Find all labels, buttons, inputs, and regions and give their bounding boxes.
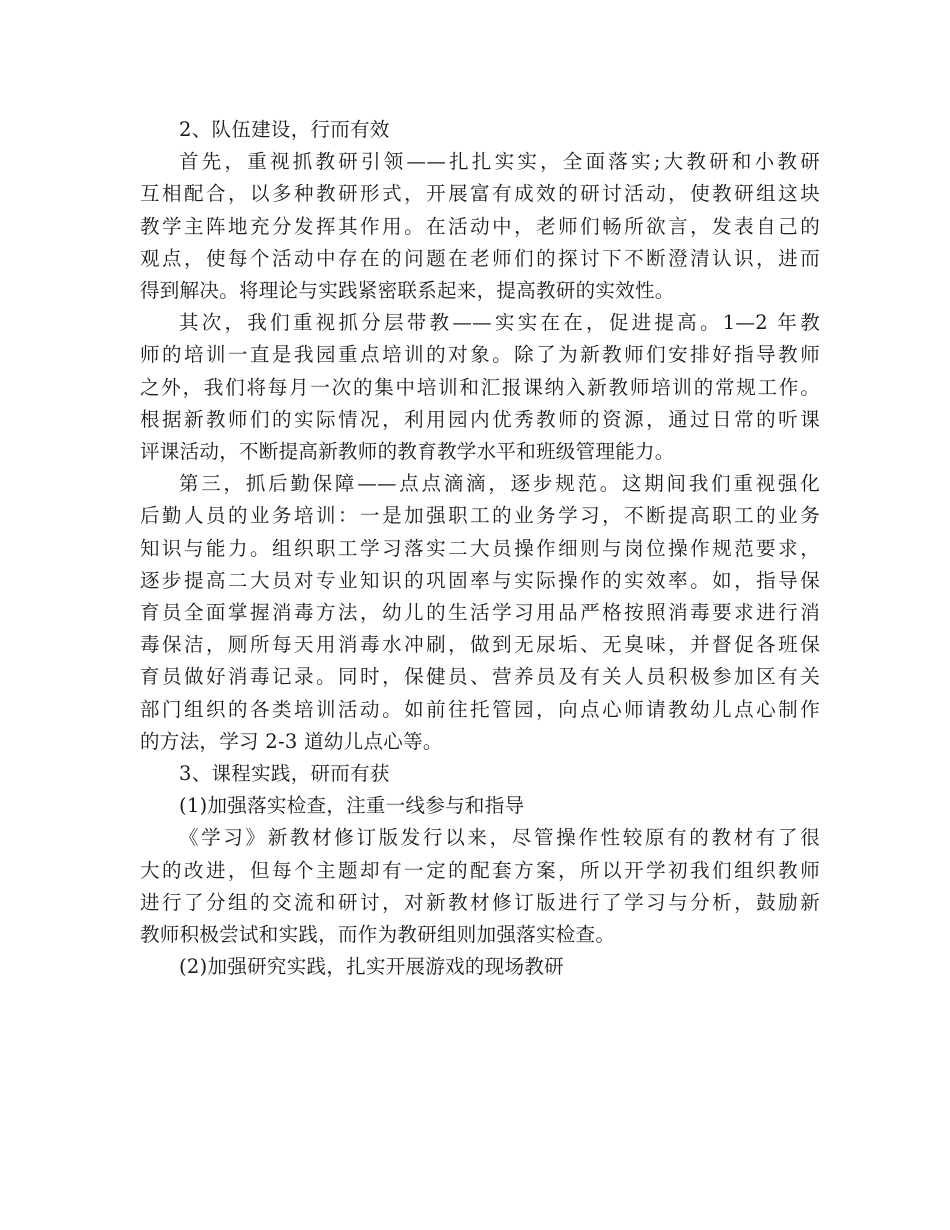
text-line: 部门组织的各类培训活动。如前往托管园，向点心师请教幼儿点心制作: [140, 697, 820, 721]
text-line: 进行了分组的交流和研讨，对新教材修订版进行了学习与分析，鼓励新: [140, 890, 820, 914]
text-line: 逐步提高二大员对专业知识的巩固率与实际操作的实效率。如，指导保: [140, 568, 820, 592]
text-line: 其次，我们重视抓分层带教——实实在在，促进提高。1—2 年教: [179, 311, 820, 335]
text-line: 互相配合，以多种教研形式，开展富有成效的研讨活动，使教研组这块: [140, 182, 820, 206]
text-line: 的方法，学习 2-3 道幼儿点心等。: [140, 729, 443, 753]
paragraph-new-textbook: [140, 822, 820, 951]
section-heading-team-building: [140, 114, 820, 146]
document-page: [140, 114, 820, 983]
text-line: 师的培训一直是我园重点培训的对象。除了为新教师们安排好指导教师: [140, 343, 820, 367]
text-line: 后勤人员的业务培训：一是加强职工的业务学习，不断提高职工的业务: [140, 504, 820, 528]
text-line: 第三，抓后勤保障——点点滴滴，逐步规范。这期间我们重视强化: [179, 472, 820, 496]
text-line: 毒保洁，厕所每天用消毒水冲刷，做到无尿垢、无臭味，并督促各班保: [140, 633, 820, 657]
text-line: 得到解决。将理论与实践紧密联系起来，提高教研的实效性。: [140, 279, 675, 303]
text-line: 知识与能力。组织职工学习落实二大员操作细则与岗位操作规范要求，: [140, 536, 820, 560]
text-line: 育员全面掌握消毒方法，幼儿的生活学习用品严格按照消毒要求进行消: [140, 601, 820, 625]
paragraph-tiered-mentoring: [140, 307, 820, 468]
text-line: 育员做好消毒记录。同时，保健员、营养员及有关人员积极参加区有关: [140, 665, 820, 689]
paragraph-teaching-research-lead: [140, 146, 820, 307]
subheading-game-research: [140, 951, 820, 983]
paragraph-logistics-support: [140, 468, 820, 758]
text-line: 《学习》新教材修订版发行以来，尽管操作性较原有的教材有了很: [179, 826, 820, 850]
text-line: 教学主阵地充分发挥其作用。在活动中，老师们畅所欲言，发表自己的: [140, 214, 820, 238]
text-line: 教师积极尝试和实践，而作为教研组则加强落实检查。: [140, 923, 616, 947]
text-line: 大的改进，但每个主题却有一定的配套方案，所以开学初我们组织教师: [140, 858, 820, 882]
section-heading-curriculum-practice: [140, 758, 820, 790]
text-line: (1)加强落实检查，注重一线参与和指导: [179, 794, 525, 818]
text-line: (2)加强研究实践，扎实开展游戏的现场教研: [179, 955, 564, 979]
text-line: 之外，我们将每月一次的集中培训和汇报课纳入新教师培训的常规工作。: [140, 375, 820, 399]
text-line: 观点，使每个活动中存在的问题在老师们的探讨下不断澄清认识，进而: [140, 246, 820, 270]
subheading-inspection: [140, 790, 820, 822]
text-line: 3、课程实践，研而有获: [179, 762, 390, 786]
text-line: 评课活动，不断提高新教师的教育教学水平和班级管理能力。: [140, 440, 675, 464]
text-line: 2、队伍建设，行而有效: [179, 118, 390, 141]
text-line: 首先，重视抓教研引领——扎扎实实，全面落实;大教研和小教研: [179, 150, 820, 174]
text-line: 根据新教师们的实际情况，利用园内优秀教师的资源，通过日常的听课: [140, 407, 820, 431]
